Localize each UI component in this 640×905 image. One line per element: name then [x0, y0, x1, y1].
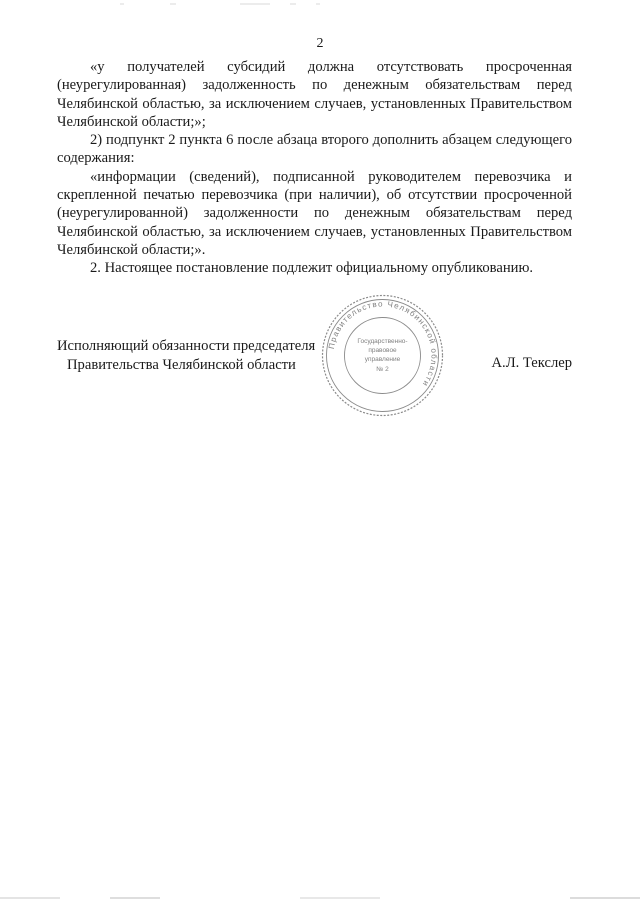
seal-center-line4: № 2: [376, 366, 389, 373]
paragraph-information-clause: «информации (сведений), подписанной руководителем перевозчика и скрепленной печатью перевозчика (при наличии), об отсутствии просроченной (неурегулированной) задолженности по денежным обязательствам перед Челябинской областью, за исключением случаев, установленных Правительством Челябинской области;».: [57, 168, 572, 258]
seal-ring-text: Правительство Челябинской области: [326, 299, 439, 389]
paragraph-subsidy-condition: «у получателей субсидий должна отсутствовать просроченная (неурегулированная) задолженность по денежным обязательствам перед Челябинской областью, за исключением случаев, установленных Правительством Челябинской области;»;: [57, 59, 572, 130]
signatory-name: А.Л. Текслер: [491, 355, 572, 371]
official-seal: [320, 293, 445, 418]
seal-center-line3: управление: [364, 356, 401, 363]
page-number: 2: [316, 36, 324, 51]
paragraph-amendment-item-2: 2) подпункт 2 пункта 6 после абзаца второго дополнить абзацем следующего содержания:: [57, 132, 572, 167]
signatory-position-line1: Исполняющий обязанности председателя: [57, 338, 316, 354]
scan-artifact-top: [0, 0, 640, 12]
seal-center-line1: Государственно-: [357, 338, 408, 345]
document-body: [57, 58, 572, 278]
paragraph-publication: 2. Настоящее постановление подлежит официальному опубликованию.: [90, 260, 534, 277]
seal-center-line2: правовое: [368, 347, 397, 354]
scan-artifact-bottom: [0, 888, 640, 905]
signatory-position: [57, 337, 315, 374]
signatory-position-line2: Правительства Челябинской области: [67, 356, 296, 373]
